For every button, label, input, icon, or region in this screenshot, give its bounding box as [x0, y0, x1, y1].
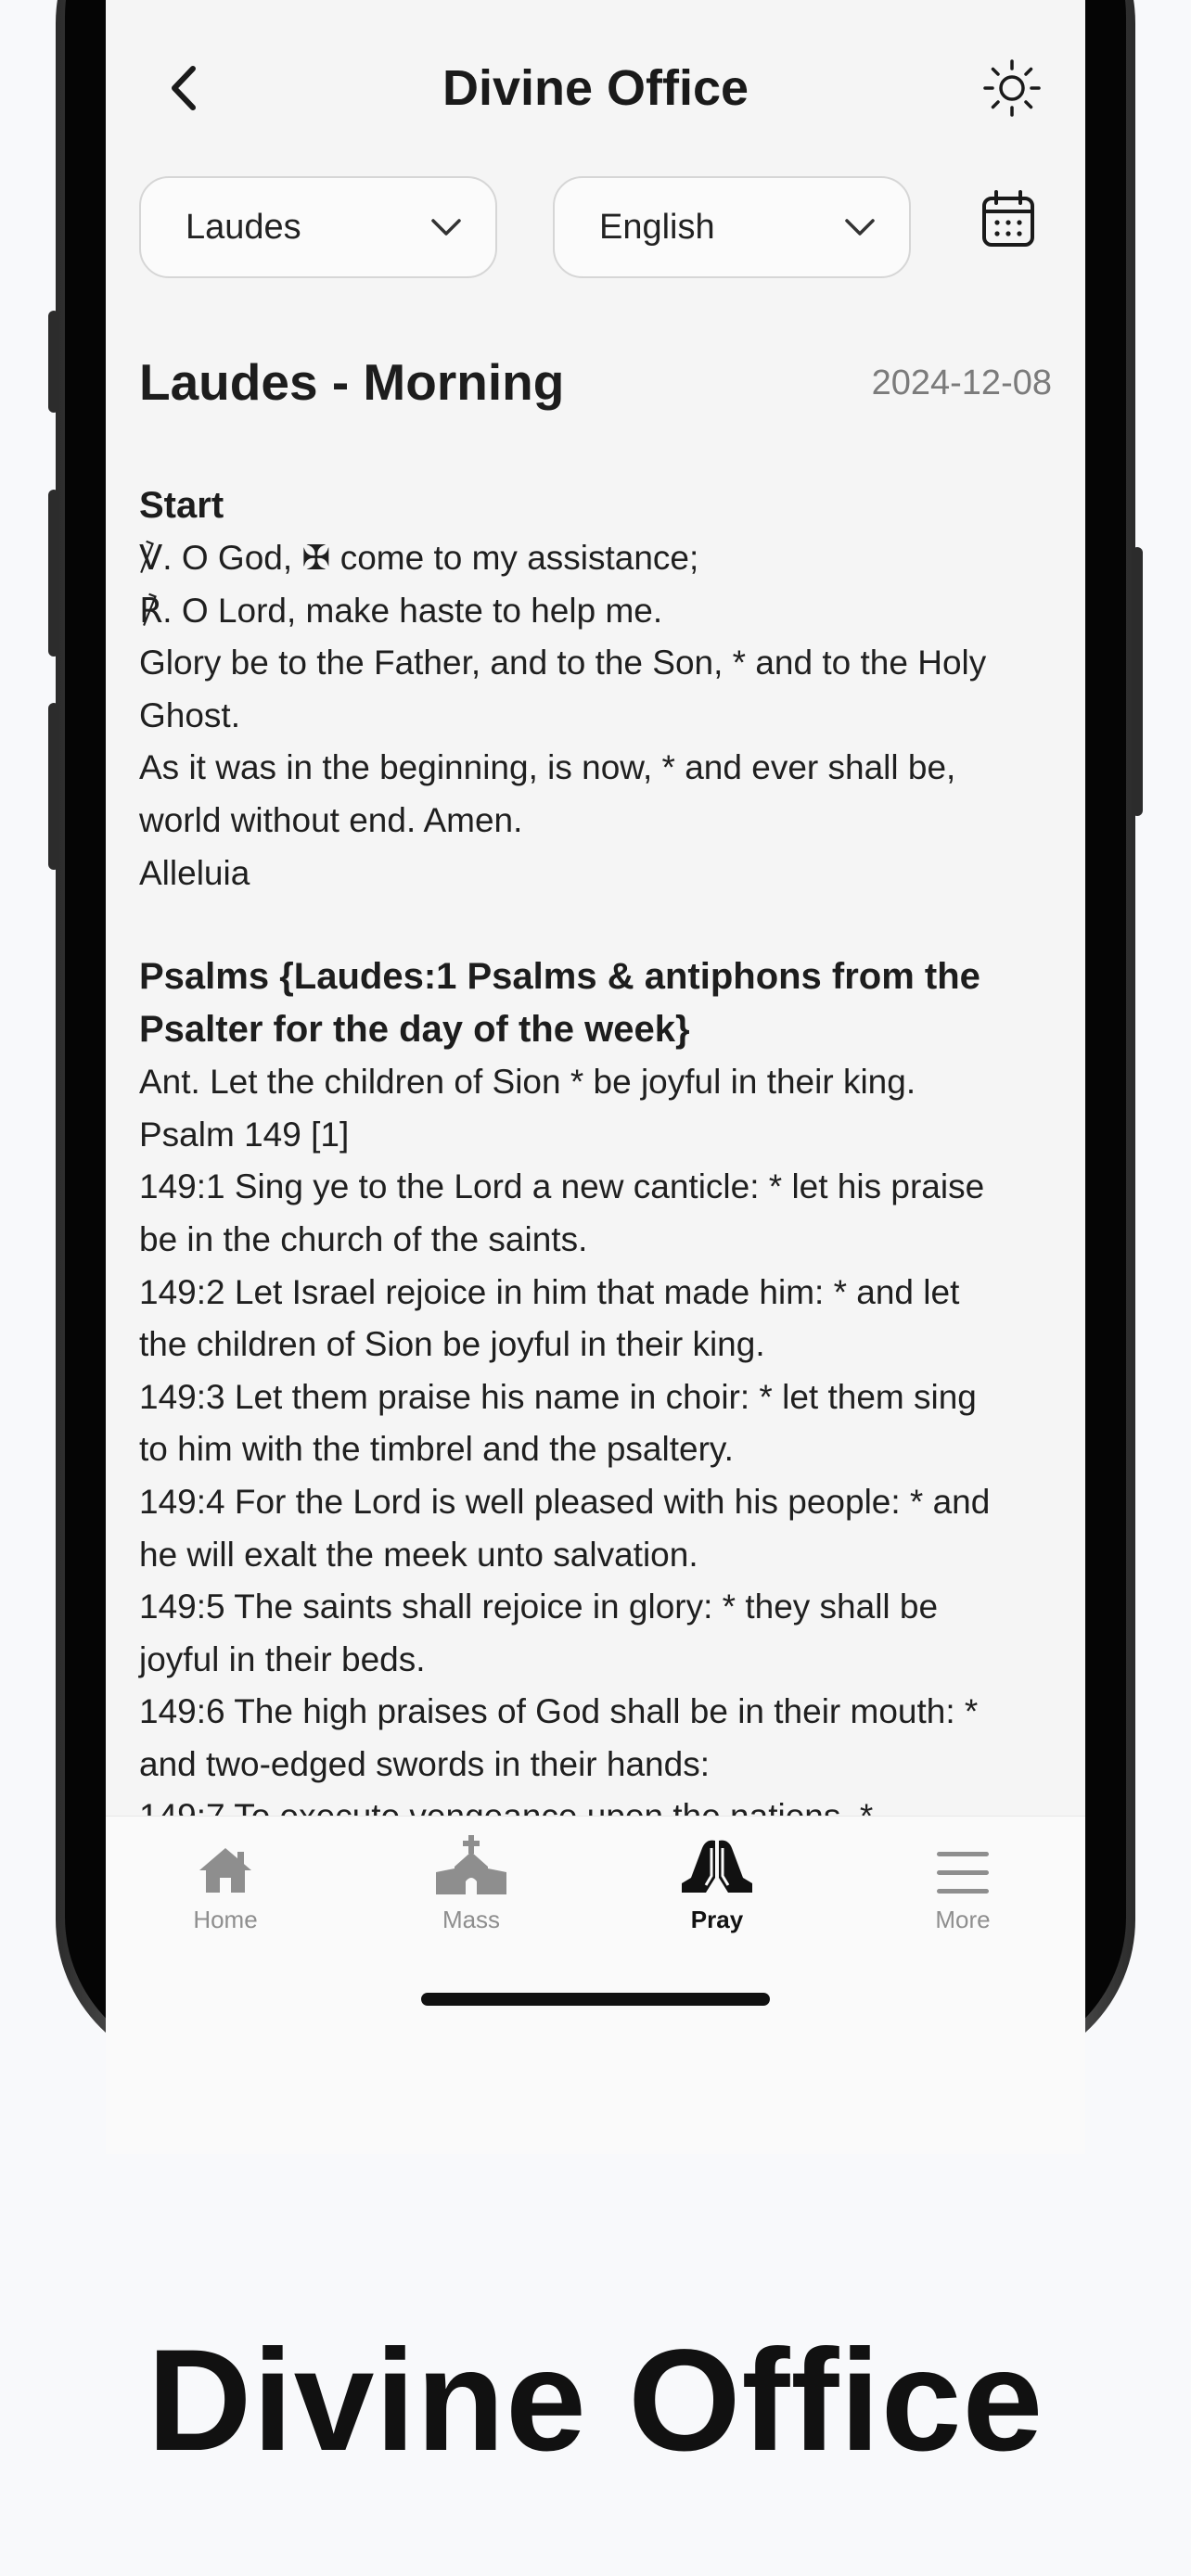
action-button	[48, 311, 59, 413]
chevron-down-icon	[430, 218, 462, 236]
text-line: he will exalt the meek unto salvation.	[139, 1535, 698, 1574]
praying-hands-icon	[678, 1835, 756, 1896]
tab-label: More	[935, 1906, 991, 1933]
volume-down-button	[48, 703, 59, 870]
power-button	[1132, 547, 1143, 816]
section-start	[139, 479, 1052, 899]
back-button[interactable]	[161, 56, 206, 121]
office-title: Laudes - Morning	[139, 353, 565, 411]
text-line: 149:6 The high praises of God shall be in their mouth: *	[139, 1692, 979, 1731]
text-line: joyful in their beds.	[139, 1639, 426, 1678]
text-line: 149:4 For the Lord is well pleased with his people: * and	[139, 1482, 991, 1521]
text-line: ℣. O God, ✠ come to my assistance;	[139, 539, 699, 577]
text-line: Alleluia	[139, 853, 250, 892]
text-line: Ghost.	[139, 695, 240, 734]
office-header	[139, 343, 1052, 428]
home-indicator[interactable]	[421, 1993, 770, 2006]
text-line: Psalm 149 [1]	[139, 1115, 350, 1154]
tab-label: Pray	[690, 1906, 744, 1933]
page-title: Divine Office	[442, 60, 749, 116]
calendar-button[interactable]	[980, 189, 1036, 249]
volume-up-button	[48, 490, 59, 657]
tab-more[interactable]	[870, 1835, 1056, 1934]
language-select[interactable]	[553, 176, 911, 278]
chevron-left-icon	[167, 63, 200, 113]
office-date: 2024-12-08	[871, 363, 1052, 402]
section-title: Start	[139, 485, 224, 526]
text-line: 149:5 The saints shall rejoice in glory: * they shall be	[139, 1588, 939, 1626]
sun-icon	[981, 57, 1043, 119]
section-title: Psalms {Laudes:1 Psalms & antiphons from the	[139, 956, 980, 998]
calendar-icon	[980, 189, 1036, 249]
hour-select[interactable]	[139, 176, 497, 278]
text-line: 149:3 Let them praise his name in choir: * let them sing	[139, 1377, 977, 1416]
text-line: Ant. Let the children of Sion * be joyful in their king.	[139, 1063, 916, 1102]
text-line: and two-edged swords in their hands:	[139, 1744, 710, 1783]
chevron-down-icon	[844, 218, 876, 236]
tab-label: Home	[193, 1906, 258, 1933]
tab-bar	[106, 1816, 1085, 2154]
language-select-value: English	[599, 207, 715, 247]
text-line: Glory be to the Father, and to the Son, * and to the Holy	[139, 644, 987, 682]
text-line: ℟. O Lord, make haste to help me.	[139, 591, 663, 630]
text-line: As it was in the beginning, is now, * and ever shall be,	[139, 748, 956, 787]
tab-pray[interactable]	[624, 1835, 810, 1934]
marketing-caption: Divine Office	[147, 2320, 1044, 2481]
text-line: the children of Sion be joyful in their king.	[139, 1325, 765, 1364]
text-line: world without end. Amen.	[139, 800, 523, 839]
section-title: Psalter for the day of the week}	[139, 1009, 690, 1051]
office-content[interactable]	[139, 343, 1052, 1816]
tab-label: Mass	[442, 1906, 501, 1933]
church-icon	[432, 1835, 510, 1896]
hour-select-value: Laudes	[186, 207, 301, 247]
menu-icon	[935, 1848, 991, 1896]
home-icon	[197, 1844, 254, 1896]
text-line: to him with the timbrel and the psaltery.	[139, 1430, 734, 1469]
theme-toggle-button[interactable]	[981, 57, 1043, 119]
text-line: 149:2 Let Israel rejoice in him that made him: * and let	[139, 1272, 960, 1311]
section-psalms	[139, 950, 1052, 1843]
tab-home[interactable]	[133, 1835, 318, 1934]
tab-mass[interactable]	[378, 1835, 564, 1934]
text-line: 149:1 Sing ye to the Lord a new canticle: * let his praise	[139, 1167, 985, 1206]
text-line: be in the church of the saints.	[139, 1219, 588, 1258]
